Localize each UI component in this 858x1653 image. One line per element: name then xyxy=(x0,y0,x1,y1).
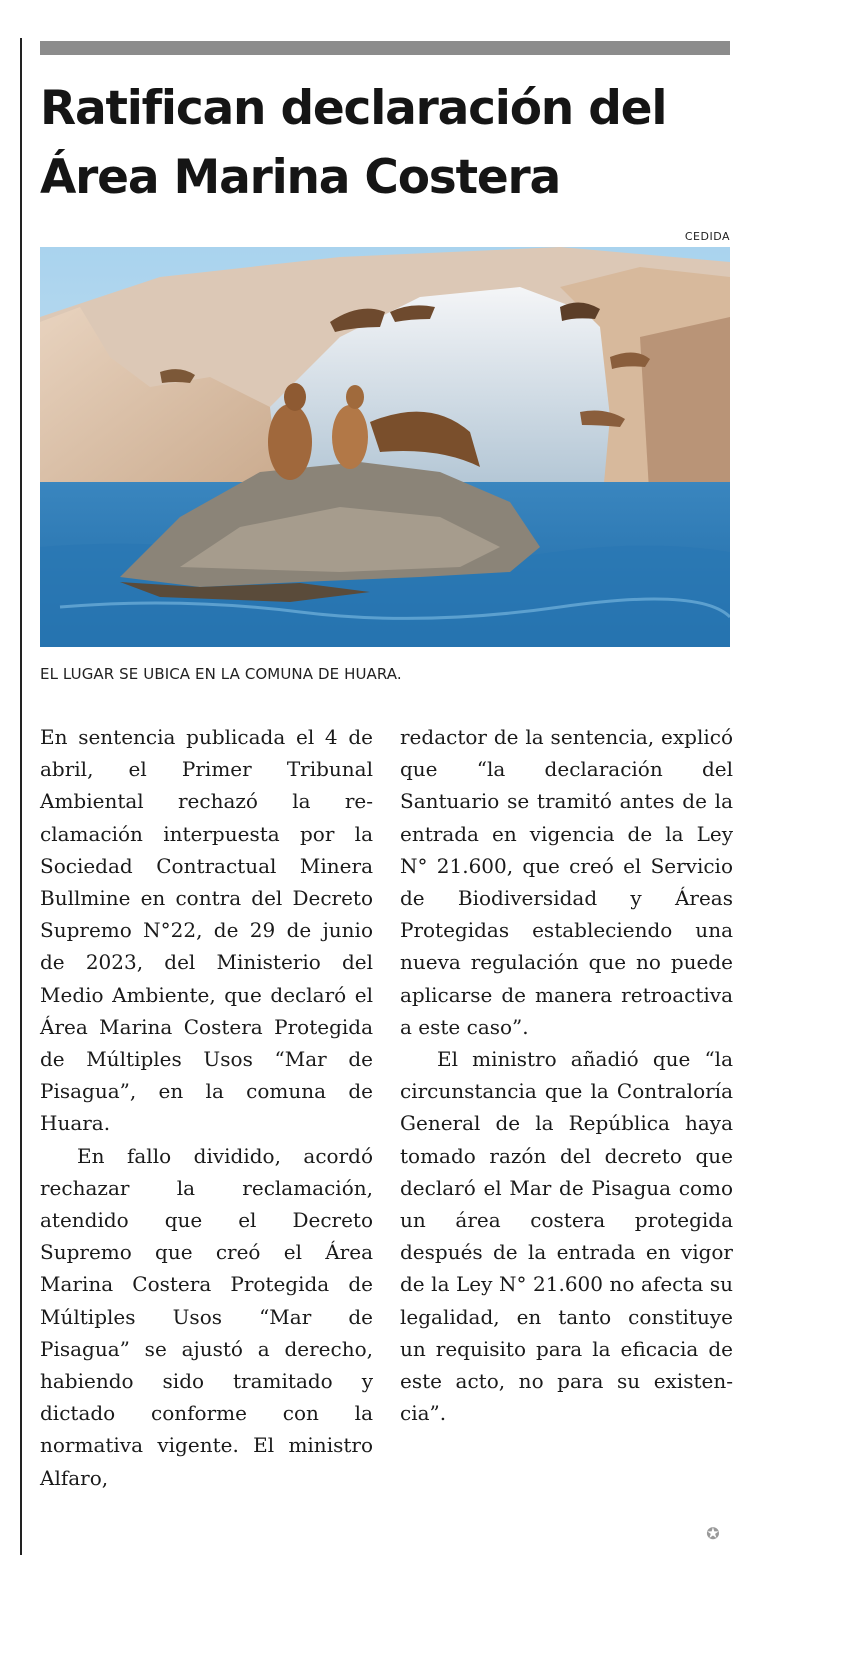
article-headline: Ratifican declaración del Área Marina Costera xyxy=(40,81,667,205)
column-1-paragraph-1: En sentencia publicada el 4 de abril, el Primer Tribunal Ambiental rechazó la reclamación interpuesta por la Sociedad Contractual Minera Bullmine en contra del Decreto Supremo N°22, de 29 de junio de 2023, del Ministerio del Medio Ambiente, que declaró el Área Marina Costera Protegida de Múltiples Usos “Mar de Pisagua”, en la comuna de Huara. xyxy=(40,725,373,1136)
article-column-1 xyxy=(40,721,373,1494)
page-left-rule xyxy=(20,38,22,1555)
article-column-2 xyxy=(400,721,733,1429)
photo-credit: CEDIDA xyxy=(684,230,730,243)
column-2-paragraph-1: redactor de la sentencia, explicó que “la declaración del Santuario se tramitó antes de la entrada en vigencia de la Ley N° 21.600, que creó el Servicio de Biodiversidad y Áreas Protegidas estableciendo una nueva regulación que no puede aplicarse de manera retroactiva a este caso”. xyxy=(400,725,733,1039)
column-1-paragraph-2: En fallo dividido, acordó rechazar la reclamación, atendido que el Decreto Supremo que creó el Área Marina Costera Protegida de Múltiples Usos “Mar de Pisagua” se ajustó a derecho, habiendo sido tramitado y dictado conforme con la normativa vigente. El ministro Alfaro, xyxy=(40,1143,373,1490)
photo-caption: EL LUGAR SE UBICA EN LA COMUNA DE HUARA. xyxy=(40,665,402,683)
sea-lions-photo xyxy=(40,247,730,647)
end-of-article-icon: ✪ xyxy=(706,1524,720,1543)
article-photo xyxy=(40,247,730,647)
column-2-paragraph-2: El ministro añadió que “la circunstancia que la Contraloría General de la República haya tomado razón del decreto que declaró el Mar de Pisagua como un área costera protegida después de la entrada en vigor de la Ley N° 21.600 no afecta su legalidad, en tanto constituye un requisito para la eficacia de este acto, no para su existencia”. xyxy=(400,1047,733,1426)
section-top-bar xyxy=(40,41,730,55)
